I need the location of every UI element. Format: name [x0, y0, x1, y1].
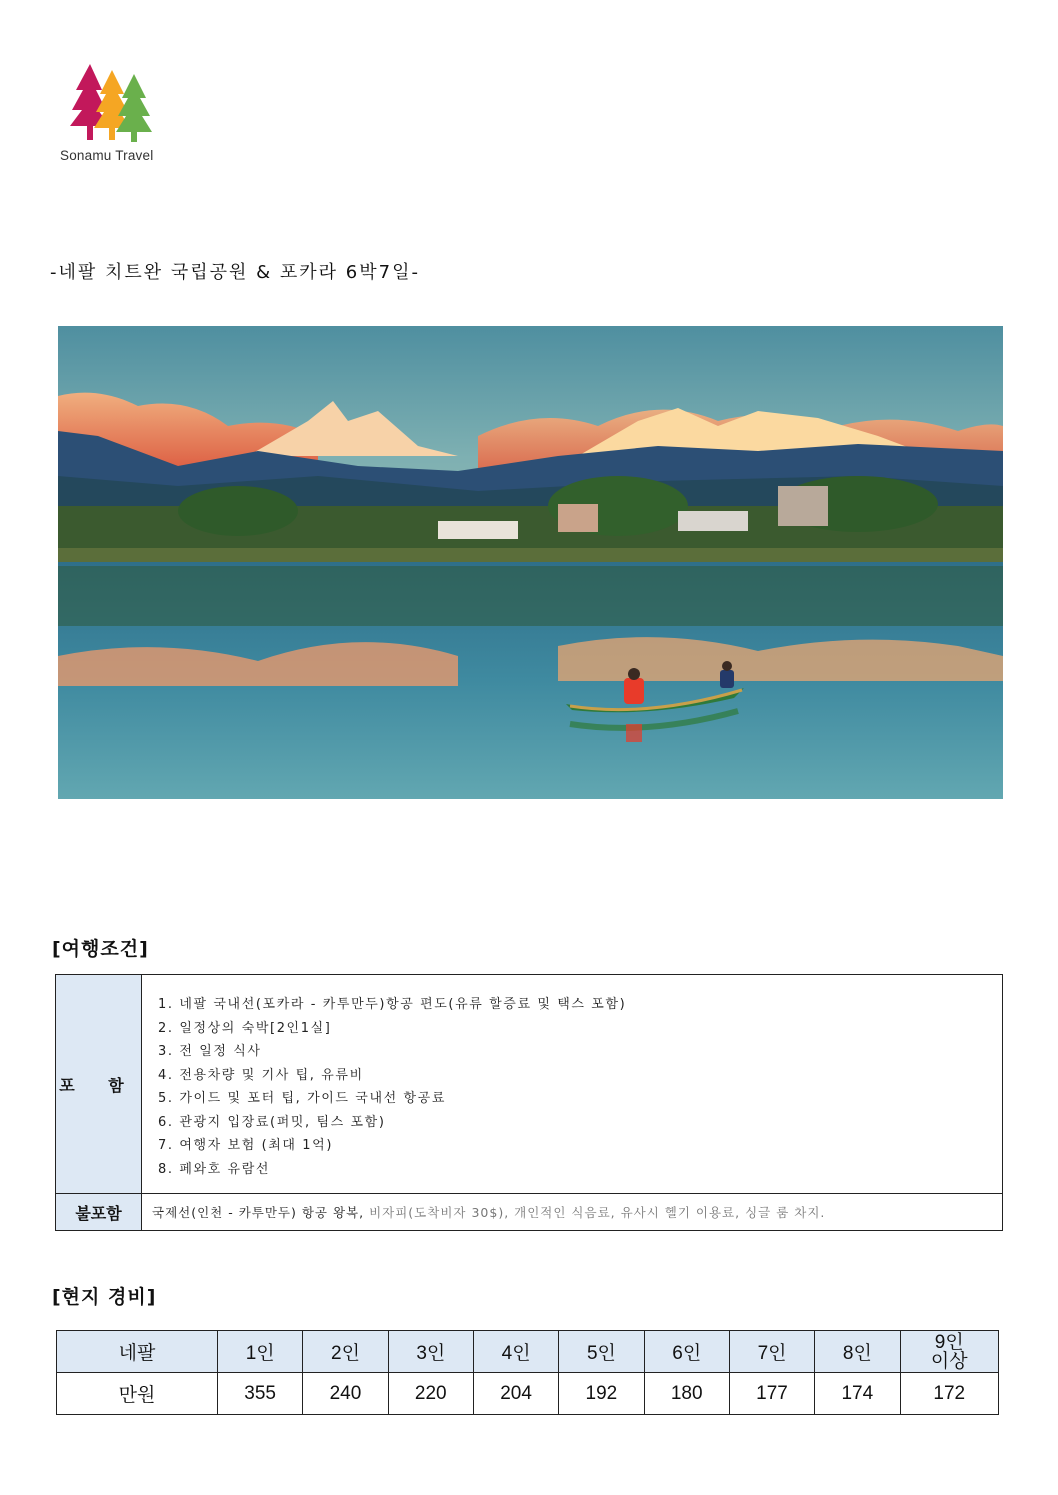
list-item: 8. 페와호 유람선	[158, 1161, 271, 1177]
price-cell: 204	[473, 1373, 558, 1415]
column-header: 6인	[644, 1331, 729, 1373]
price-cell: 355	[218, 1373, 303, 1415]
list-item: 3. 전 일정 식사	[158, 1044, 262, 1059]
costs-table	[56, 1330, 999, 1415]
price-cell: 177	[729, 1373, 814, 1415]
list-item: 5. 가이드 및 포터 팁, 가이드 국내선 항공료	[158, 1091, 446, 1106]
lake-mountain-boat-photo-icon	[58, 326, 1003, 799]
column-header: 7인	[729, 1331, 814, 1373]
last-column-line2: 이상	[930, 1350, 968, 1372]
list-item: 6. 관광지 입장료(퍼밋, 팀스 포함)	[158, 1114, 386, 1130]
hero-photo	[58, 326, 1003, 799]
list-item: 4. 전용차량 및 기사 팁, 유류비	[158, 1067, 364, 1083]
page-title: -네팔 치트완 국립공원 & 포카라 6박7일-	[50, 262, 420, 283]
list-item: 1. 네팔 국내선(포카라 - 카투만두)항공 편도(유류 할증료 및 택스 포함)	[158, 997, 627, 1012]
excluded-text-rest: 비자피(도착비자 30$), 개인적인 식음료, 유사시 헬기 이용료, 싱글 룸 차지.	[364, 1205, 826, 1220]
column-header: 1인	[218, 1331, 303, 1373]
trees-logo-icon	[68, 60, 158, 146]
price-cell: 240	[303, 1373, 388, 1415]
price-cell: 180	[644, 1373, 729, 1415]
table-row	[57, 1373, 999, 1415]
costs-section-title: [현지 경비]	[52, 1286, 157, 1308]
price-cell: 172	[900, 1373, 999, 1415]
price-cell: 174	[815, 1373, 900, 1415]
included-cell	[142, 975, 1003, 1194]
price-cell: 220	[388, 1373, 473, 1415]
column-header: 2인	[303, 1331, 388, 1373]
excluded-label: 불포함	[56, 1194, 142, 1231]
column-header: 3인	[388, 1331, 473, 1373]
column-header-last	[900, 1331, 999, 1373]
header-label: 네팔	[57, 1331, 218, 1373]
column-header: 8인	[815, 1331, 900, 1373]
unit-label: 만원	[57, 1373, 218, 1415]
column-header: 5인	[559, 1331, 644, 1373]
price-cell: 192	[559, 1373, 644, 1415]
excluded-text-main: 국제선(인천 - 카투만두) 항공 왕복,	[152, 1205, 365, 1220]
list-item: 7. 여행자 보험 (최대 1억)	[158, 1138, 334, 1153]
excluded-cell	[142, 1194, 1003, 1231]
list-item: 2. 일정상의 숙박[2인1실]	[158, 1020, 332, 1036]
column-header: 4인	[473, 1331, 558, 1373]
included-list	[142, 975, 1002, 1193]
included-label: 포 함	[56, 975, 142, 1194]
conditions-table	[55, 974, 1003, 1231]
last-column-line1: 9인	[934, 1331, 964, 1353]
conditions-section-title: [여행조건]	[52, 938, 149, 960]
brand-name: Sonamu Travel	[60, 148, 154, 163]
table-row	[57, 1331, 999, 1373]
brand-logo	[58, 60, 178, 170]
